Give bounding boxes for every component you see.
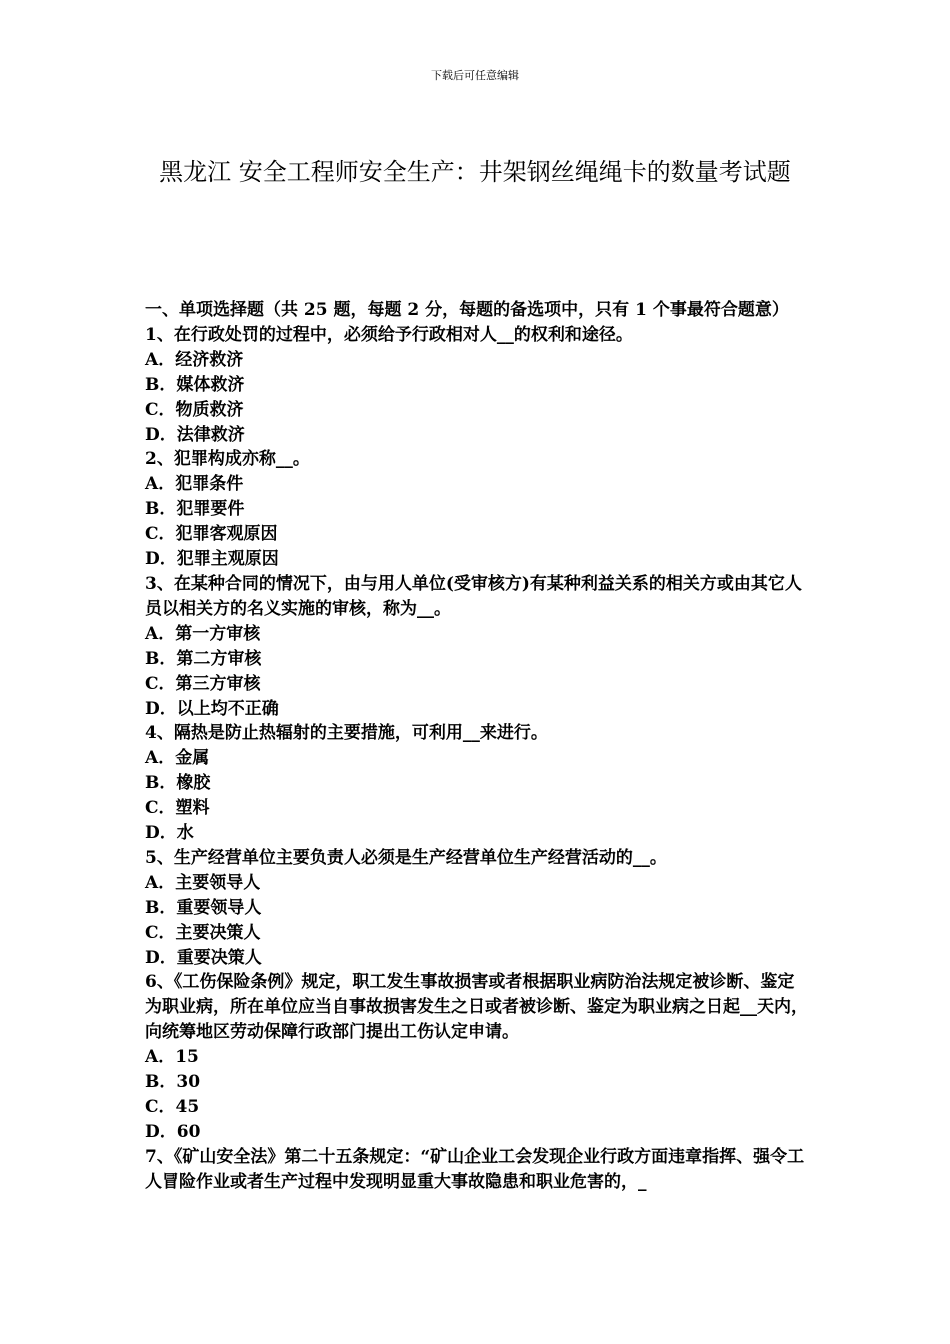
answer-option: A．金属	[145, 748, 210, 769]
answer-option: C．塑料	[145, 798, 210, 819]
answer-option: D．法律救济	[145, 424, 245, 445]
answer-option: C．主要决策人	[145, 922, 261, 943]
answer-option: C．犯罪客观原因	[145, 524, 278, 545]
question-stem: 4、隔热是防止热辐射的主要措施，可利用__来进行。	[145, 723, 548, 744]
question-stem: 7、《矿山安全法》第二十五条规定：“矿山企业工会发现企业行政方面违章指挥、强令工人冒险作业或者生产过程中发现明显重大事故隐患和职业危害的，_	[145, 1146, 805, 1192]
question-stem: 3、在某种合同的情况下，由与用人单位(受审核方)有某种利益关系的相关方或由其它人员以相关方的名义实施的审核，称为__。	[145, 573, 802, 619]
answer-option: A．15	[145, 1047, 199, 1068]
answer-option: A．第一方审核	[145, 623, 261, 644]
answer-option: D．水	[145, 823, 194, 844]
page-title: 黑龙江 安全工程师安全生产：井架钢丝绳绳卡的数量考试题	[159, 158, 791, 186]
answer-option: B．橡胶	[145, 773, 211, 794]
question-list	[145, 298, 810, 1195]
answer-option: D．60	[145, 1121, 201, 1142]
answer-option: A．经济救济	[145, 349, 244, 370]
answer-option: C．第三方审核	[145, 673, 261, 694]
answer-option: D．以上均不正确	[145, 698, 279, 719]
answer-option: C．物质救济	[145, 399, 244, 420]
answer-option: B．重要领导人	[145, 897, 262, 918]
answer-option: B．30	[145, 1072, 201, 1093]
header-note: 下载后可任意编辑	[431, 69, 519, 82]
answer-option: B．犯罪要件	[145, 499, 245, 520]
question-stem: 2、犯罪构成亦称__。	[145, 449, 310, 470]
answer-option: B．媒体救济	[145, 374, 245, 395]
answer-option: A．主要领导人	[145, 872, 261, 893]
question-stem: 6、《工伤保险条例》规定，职工发生事故损害或者根据职业病防治法规定被诊断、鉴定为职业病，所在单位应当自事故损害发生之日或者被诊断、鉴定为职业病之日起__天内，向统筹地区劳动保障行政部门提出工伤认定申请。	[145, 972, 808, 1043]
answer-option: A．犯罪条件	[145, 474, 244, 495]
question-stem: 1、在行政处罚的过程中，必须给予行政相对人__的权利和途径。	[145, 324, 633, 345]
section-heading: 一、单项选择题（共 25 题，每题 2 分，每题的备选项中，只有 1 个事最符合题意）	[145, 300, 789, 320]
answer-option: D．重要决策人	[145, 947, 262, 968]
answer-option: B．第二方审核	[145, 648, 262, 669]
answer-option: C．45	[145, 1097, 200, 1117]
answer-option: D．犯罪主观原因	[145, 549, 279, 570]
question-stem: 5、生产经营单位主要负责人必须是生产经营单位生产经营活动的__。	[145, 847, 667, 868]
